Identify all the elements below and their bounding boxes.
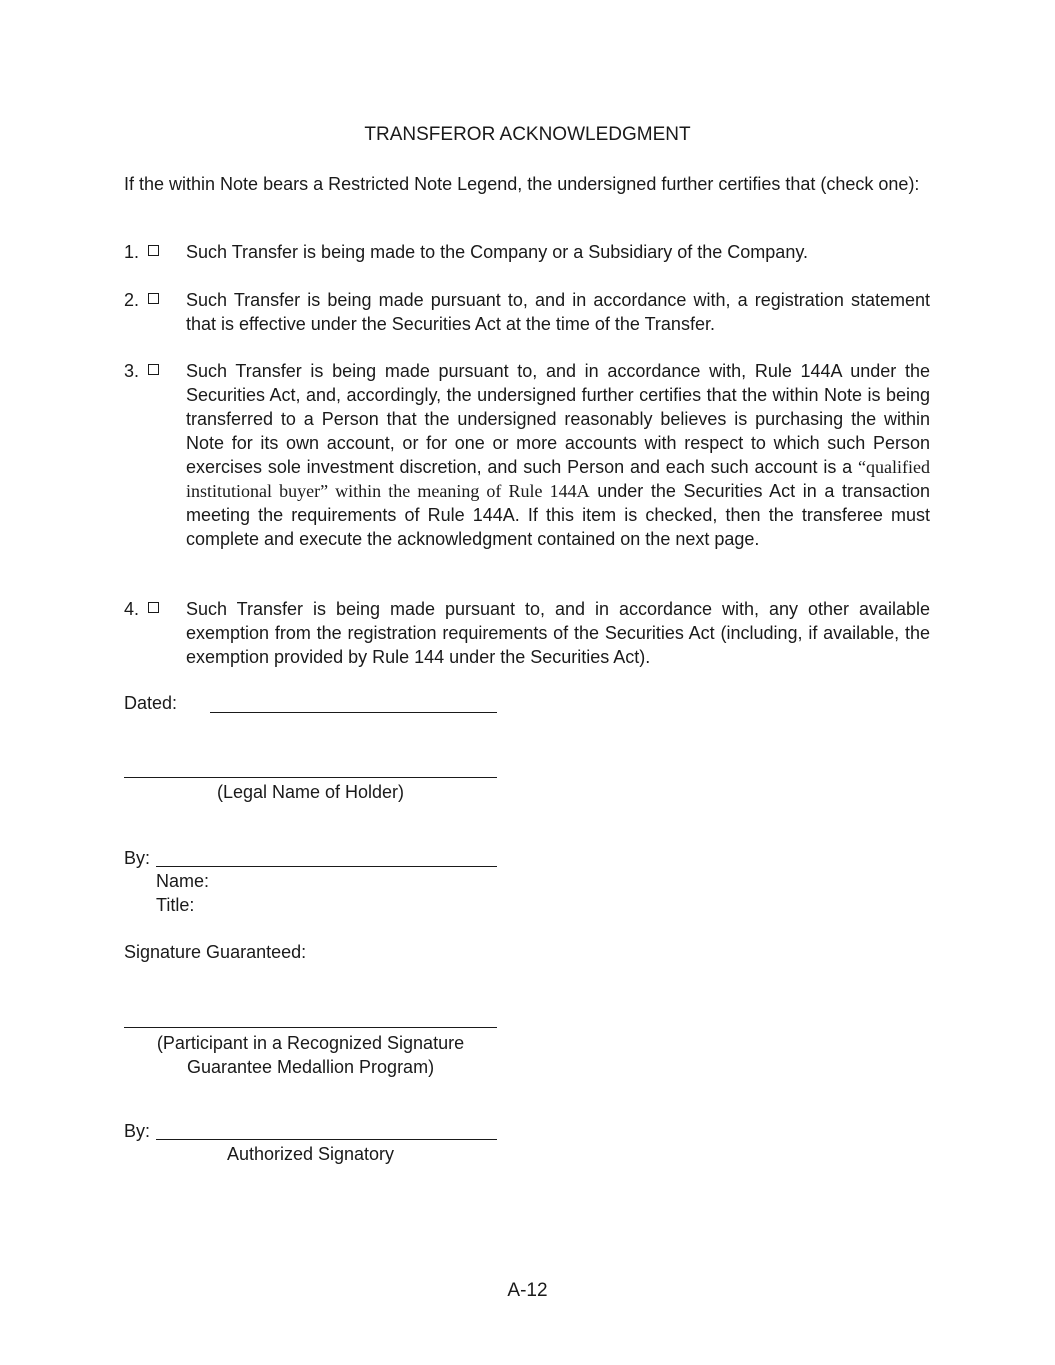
item-text: Such Transfer is being made pursuant to, and in accordance with, a registration statement that is effective under the Securities Act at the time of the Transfer. [186,290,930,334]
guarantor-line[interactable] [124,1027,497,1028]
item-text-part-b: “qualified institutional buyer” within the meaning of Rule 144A [186,457,930,501]
authorized-caption: Authorized Signatory [226,1144,395,1164]
item-text: Such Transfer is being made to the Company or a Subsidiary of the Company. [186,242,808,262]
item-text [186,359,930,551]
name-label: Name: [156,871,210,891]
checkbox-1[interactable] [148,245,159,256]
title-label: Title: [156,895,195,915]
holder-caption: (Legal Name of Holder) [216,782,405,802]
dated-line[interactable] [210,712,497,713]
by-label: By: [124,848,151,868]
page-number: A-12 [507,1280,548,1301]
signature-guaranteed-label: Signature Guaranteed: [124,942,307,962]
holder-name-line[interactable] [124,777,497,778]
by-signature-line[interactable] [156,866,497,867]
option-item-1 [124,240,930,264]
item-number: 2. [124,290,140,310]
guarantor-caption-line-1: (Participant in a Recognized Signature [156,1033,465,1053]
authorized-signature-line[interactable] [156,1139,497,1140]
item-text: Such Transfer is being made pursuant to, and in accordance with, any other available exemption from the registration requirements of the Securities Act (including, if available, the exemption provided by Rule 144 under the Securities Act). [186,599,930,667]
item-number: 3. [124,361,140,381]
item-number: 1. [124,242,140,262]
guarantor-caption [124,1031,497,1079]
by-label-2: By: [124,1121,151,1141]
guarantor-caption-line-2: Guarantee Medallion Program) [186,1057,435,1077]
document-title: TRANSFEROR ACKNOWLEDGMENT [364,124,691,145]
checkbox-3[interactable] [148,364,159,375]
option-item-2 [124,288,930,336]
item-text-part-a: Such Transfer is being made pursuant to, and in accordance with, Rule 144A under the Securities Act, and, accordingly, the undersigned further certifies that the within Note is being transferred to a Person that the undersigned reasonably believes is purchasing the within Note for its own account, or for one or more accounts with respect to which such Person exercises sole investment discretion, and such Person and each such account is a [186,361,930,477]
checkbox-4[interactable] [148,602,159,613]
item-text-part-c: under the Securities Act in a transaction meeting the requirements of Rule 144A. If this item is checked, then the transferee must complete and execute the acknowledgment contained on the next page. [186,481,930,549]
item-number: 4. [124,599,140,619]
dated-label: Dated: [124,693,178,713]
checkbox-2[interactable] [148,293,159,304]
option-item-4 [124,597,930,669]
option-item-3 [124,359,930,551]
intro-paragraph: If the within Note bears a Restricted Note Legend, the undersigned further certifies that (check one): [124,174,920,194]
